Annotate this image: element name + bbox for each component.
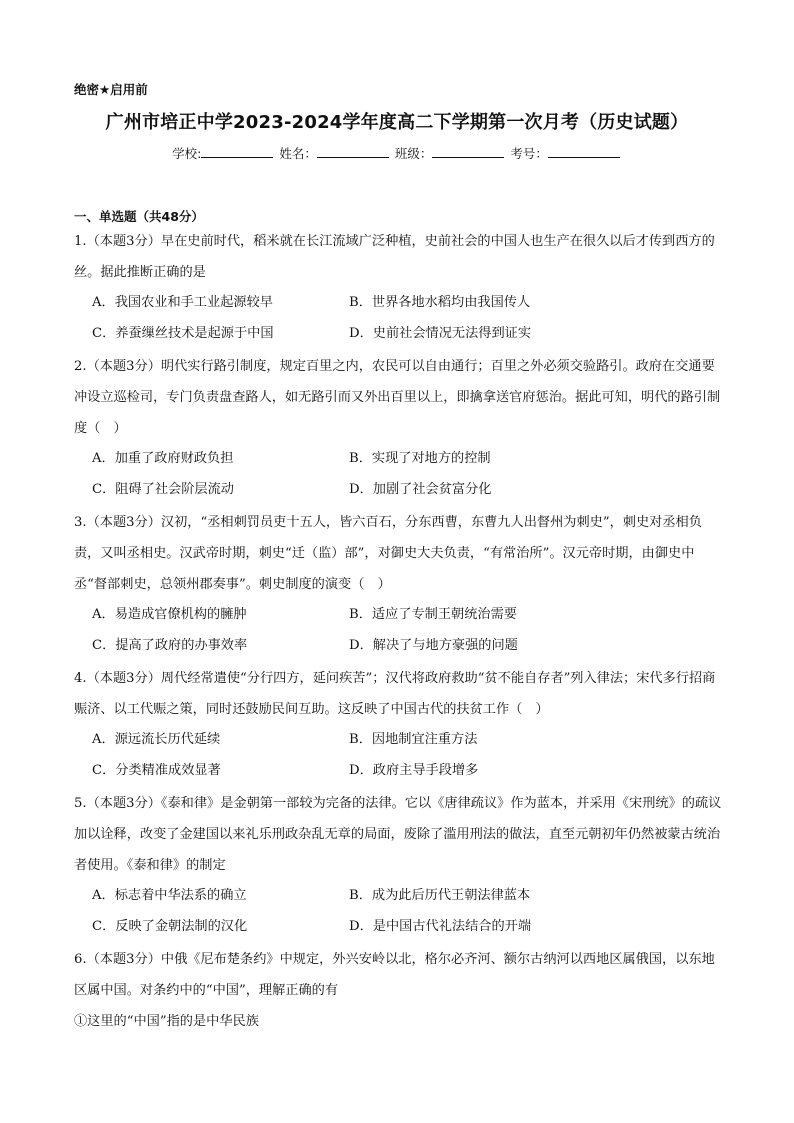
option: C．分类精准成效显著 xyxy=(92,763,221,778)
option: A．易造成官僚机构的臃肿 xyxy=(92,607,247,622)
student-info-line xyxy=(0,144,794,162)
option: A．源远流长历代延续 xyxy=(92,732,221,747)
option: A．标志着中华法系的确立 xyxy=(92,888,247,903)
question-stem: 2.（本题3分）明代实行路引制度，规定百里之内，农民可以自由通行；百里之外必须交验路引。政府在交通要冲设立巡检司，专门负责盘查路人，如无路引而又外出百里以上，即擒拿送官府惩治。据此可知，明代的路引制度（ ） xyxy=(74,359,721,436)
option: C．养蚕缫丝技术是起源于中国 xyxy=(92,326,274,341)
question-stem: 6.（本题3分）中俄《尼布楚条约》中规定，外兴安岭以北，格尔必齐河、额尔古纳河以西地区属俄国，以东地区属中国。对条约中的“中国”，理解正确的有 xyxy=(74,952,715,998)
section-heading: 一、单选题（共48分） xyxy=(74,209,204,224)
option: A．我国农业和手工业起源较早 xyxy=(92,295,273,310)
option: C．提高了政府的办事效率 xyxy=(92,638,248,653)
exam-title: 广州市培正中学2023-2024学年度高二下学期第一次月考（历史试题） xyxy=(105,112,689,133)
question-stem: 4.（本题3分）周代经常遣使“分行四方，延问疾苦”；汉代将政府救助“贫不能自存者”列入律法；宋代多行招商赈济、以工代赈之策，同时还鼓励民间互助。这反映了中国古代的扶贫工作（ ） xyxy=(74,671,716,717)
class-label: 班级： xyxy=(394,146,433,161)
option: A．加重了政府财政负担 xyxy=(92,451,234,466)
option: B．因地制宜注重方法 xyxy=(349,732,478,747)
option: C．阻碍了社会阶层流动 xyxy=(92,482,234,497)
name-label: 姓名： xyxy=(279,146,317,161)
option: B．实现了对地方的控制 xyxy=(349,451,491,466)
examno-label: 考号： xyxy=(510,146,548,161)
confidential-label: 绝密★启用前 xyxy=(74,82,148,97)
option: C．反映了金朝法制的汉化 xyxy=(92,919,248,934)
option: D．政府主导手段增多 xyxy=(349,763,479,778)
option: D．加剧了社会贫富分化 xyxy=(349,482,492,497)
option: B．适应了专制王朝统治需要 xyxy=(349,607,517,622)
name-blank[interactable] xyxy=(317,145,389,158)
question-stem: 5.（本题3分）《泰和律》是金朝第一部较为完备的法律。它以《唐律疏议》作为蓝本，并采用《宋刑统》的疏议加以诠释，改变了金建国以来礼乐刑政杂乱无章的局面，废除了滥用刑法的做法，直至元朝初年仍然被蒙古统治者使用。《泰和律》的制定 xyxy=(74,796,722,873)
school-label: 学校: xyxy=(172,146,202,161)
option: D．解决了与地方豪强的问题 xyxy=(349,638,518,653)
option: B．世界各地水稻均由我国传人 xyxy=(349,295,531,310)
question-stem: 3.（本题3分）汉初，“丞相刺罚员吏十五人，皆六百石，分东西曹，东曹九人出督州为刺史”，刺史对丞相负责，又叫丞相史。汉武帝时期，刺史“迁（监）部”，对御史大夫负责，“有常治所”。汉元帝时期，由御史中丞“督部刺史，总领州郡奏事”。刺史制度的演变（ ） xyxy=(74,515,702,592)
examno-blank[interactable] xyxy=(548,145,620,158)
option: B．成为此后历代王朝法律蓝本 xyxy=(349,888,531,903)
option: D．是中国古代礼法结合的开端 xyxy=(349,919,532,934)
statement-item: ①这里的“中国”指的是中华民族 xyxy=(74,1014,259,1029)
class-blank[interactable] xyxy=(432,145,504,158)
school-blank[interactable] xyxy=(201,145,273,158)
option: D．史前社会情况无法得到证实 xyxy=(349,326,532,341)
question-stem: 1.（本题3分）早在史前时代，稻米就在长江流域广泛种植，史前社会的中国人也生产在很久以后才传到西方的丝。据此推断正确的是 xyxy=(74,234,715,280)
